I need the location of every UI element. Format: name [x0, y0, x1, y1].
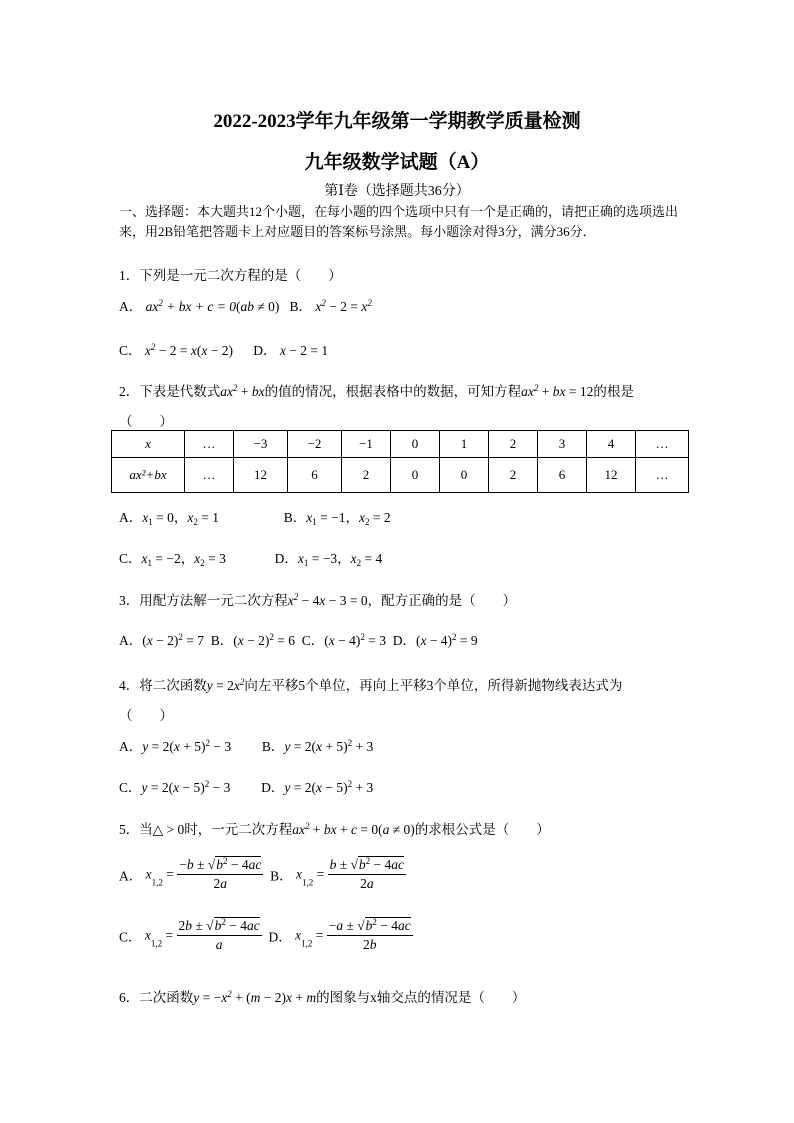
table-cell: 2	[489, 431, 538, 458]
q5-options-ab: A． $x_{1,2}$ = $\frac{-b \pm √b^2 - 4ac}{2a}$ B． $x_{1,2}$ = $\frac{b \pm √b^2 - 4ac}{2a}$	[119, 856, 405, 891]
table-cell: 2	[342, 458, 391, 493]
q2-paren: （ ）	[119, 414, 173, 429]
table-cell: …	[636, 431, 689, 458]
table-cell: …	[185, 458, 234, 493]
q4-options-cd: C．$y = 2(x - 5)^2 - 3$ D．$y = 2(x - 5)^2 + 3$	[119, 779, 374, 795]
q4-options-ab: A．$y = 2(x + 5)^2 - 3$ B．$y = 2(x + 5)^2 + 3$	[119, 738, 374, 754]
table-cell: 2	[489, 458, 538, 493]
instructions: 一、选择题：本大题共12个小题，在每小题的四个选项中只有一个是正确的，请把正确的选项选出来，用2B铅笔把答题卡上对应题目的答案标号涂黑。每小题涂对得3分，满分36分．	[119, 204, 679, 239]
table-cell: x	[112, 431, 185, 458]
table-cell: …	[185, 431, 234, 458]
table-row	[112, 431, 689, 458]
table-row	[112, 458, 689, 493]
table-cell: 4	[587, 431, 636, 458]
table-cell: 6	[288, 458, 342, 493]
table-cell: 12	[234, 458, 288, 493]
q3-options: A．$(x - 2)^2 = 7$ B．$(x - 2)^2 = 6$ C．$(x - 4)^2 = 3$ D．$(x - 4)^2 = 9$	[119, 632, 478, 648]
q2-options-cd: C．$x_1 = -2$，$x_2 = 3$ D．$x_1 = -3$，$x_2 = 4$	[119, 551, 383, 568]
table-cell: 3	[538, 431, 587, 458]
table-cell: …	[636, 458, 689, 493]
q3-stem: 3．用配方法解一元二次方程$x^2 - 4x - 3 = 0$，配方正确的是（ ）	[119, 592, 517, 608]
q6-stem: 6．二次函数$y = -x^2 + (m - 2)x + m$的图象与x轴交点的情况是（ ）	[119, 989, 526, 1005]
q1-options-cd: C． $x^2 - 2 = x(x - 2)$ D． x − 2 = 1	[119, 342, 329, 358]
q2-options-ab: A．$x_1 = 0$，$x_2 = 1$ B．$x_1 = -1$，$x_2 = 2$	[119, 510, 391, 527]
q1-option-b-formula: $x^2$	[315, 298, 326, 314]
table-cell: 12	[587, 458, 636, 493]
table-cell: ax²+bx	[112, 458, 185, 493]
q1-option-a-formula: $ax^2$ + bx + c = 0	[145, 298, 236, 314]
table-cell: 1	[440, 431, 489, 458]
q1-option-c-label: C．	[119, 343, 142, 358]
q1-option-d-label: D．	[253, 343, 277, 358]
section-heading: 第Ⅰ卷（选择题共36分）	[324, 184, 470, 199]
exam-title: 2022-2023学年九年级第一学期教学质量检测	[213, 111, 581, 132]
table-cell: 0	[391, 458, 440, 493]
q2-value-table	[111, 430, 689, 493]
q5-stem: 5．当△ > 0时，一元二次方程$ax^2$ + bx + c = 0(a ≠ 0)的求根公式是（ ）	[119, 821, 550, 837]
exam-subtitle: 九年级数学试题（A）	[304, 152, 490, 173]
q1-option-c-formula: $x^2$	[144, 342, 156, 358]
q2-stem: 2．下表是代数式$ax^2$ + bx的值的情况，根据表格中的数据，可知方程$ax^2$ + bx = 12的根是	[119, 383, 634, 399]
q1-option-b-label: B．	[289, 299, 312, 314]
table-cell: 0	[391, 431, 440, 458]
q1-stem: 1．下列是一元二次方程的是（ ）	[119, 268, 342, 283]
q5-options-cd: C． $x_{1,2}$ = $\frac{2b \pm √b^2 - 4ac}{a}$ D． $x_{1,2}$ = $\frac{-a \pm √b^2 - 4ac}{2b}$	[119, 917, 411, 952]
table-cell: −2	[288, 431, 342, 458]
q4-paren: （ ）	[119, 708, 173, 723]
table-cell: 0	[440, 458, 489, 493]
q1-options-ab: A． $ax^2$ + bx + c = 0(ab ≠ 0) B． $x^2 - 2 = x^2$	[119, 298, 372, 314]
q1-option-a-label: A．	[119, 299, 143, 314]
table-cell: −1	[342, 431, 391, 458]
q1-option-d-formula: x	[279, 343, 286, 358]
table-cell: −3	[234, 431, 288, 458]
table-cell: 6	[538, 458, 587, 493]
q4-stem: 4．将二次函数$y = 2x^2$向左平移5个单位，再向上平移3个单位，所得新抛物线表达式为	[119, 677, 623, 693]
